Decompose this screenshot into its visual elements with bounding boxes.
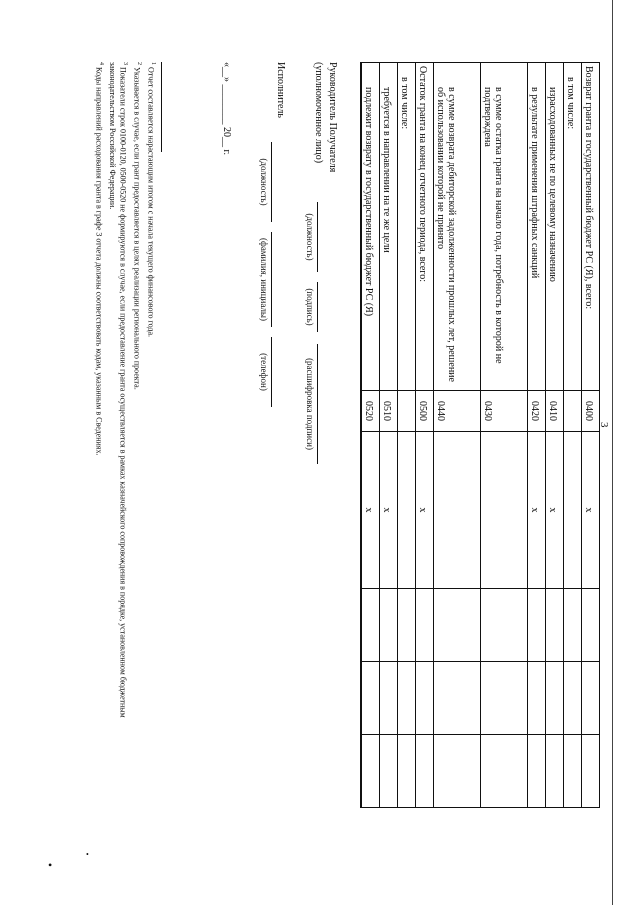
footnote-4: $^4$ Коды направлений расходования гранта в графе 3 отчета должны соответствовать кодам, указанным в Сведениях. <box>94 62 104 456</box>
row-value-cell <box>582 662 600 735</box>
row-value-cell <box>361 589 380 662</box>
row-x-mark: x <box>416 432 434 589</box>
row-value-cell <box>398 662 416 735</box>
row-value-cell <box>380 589 398 662</box>
footnote-2: $^2$ Указывается в случае, если грант предоставляется в целях реализации регионального проекта. <box>132 62 142 390</box>
row-value-cell <box>416 662 434 735</box>
row-value-cell <box>582 589 600 662</box>
row-label: в сумме возврата дебиторской задолженности прошлых лет, решение об использовании которой не принято <box>434 63 481 391</box>
table-row <box>398 63 416 808</box>
row-x-mark: x <box>546 432 564 589</box>
row-value-cell <box>361 735 380 808</box>
row-value-cell <box>380 735 398 808</box>
head-label-1: Руководитель Получателя <box>327 62 338 173</box>
row-x-mark <box>398 432 416 589</box>
row-x-mark: x <box>582 432 600 589</box>
row-value-cell <box>528 735 546 808</box>
position2-line <box>271 142 272 222</box>
row-value-cell <box>434 589 481 662</box>
row-value-cell <box>564 735 582 808</box>
signature-line <box>317 282 318 332</box>
row-value-cell <box>416 735 434 808</box>
row-label: Возврат гранта в государственный бюджет РС (Я), всего: <box>582 63 600 391</box>
row-code <box>398 391 416 432</box>
table-row <box>528 63 546 808</box>
table-row <box>582 63 600 808</box>
row-label: в том числе: <box>564 63 582 391</box>
name-caption: (фамилия, инициалы) <box>259 238 269 321</box>
table-row <box>546 63 564 808</box>
footnote-3: $^3$ Показатели строк 0100-0120, 0500-0520 не формируются в случае, если предоставление гранта осуществляется в рамках казначейского сопровождения в порядке, установленном бюджетным <box>118 62 128 718</box>
row-label: подлежит возврату в государственный бюджет РС (Я) <box>361 63 380 391</box>
row-value-cell <box>528 662 546 735</box>
row-value-cell <box>546 662 564 735</box>
row-value-cell <box>528 589 546 662</box>
head-label-2: (уполномоченное лицо) <box>313 62 324 164</box>
footnote-separator <box>161 62 162 152</box>
row-label: требуется в направлении на те же цели <box>380 63 398 391</box>
row-code: 0410 <box>546 391 564 432</box>
row-value-cell <box>546 735 564 808</box>
row-code <box>564 391 582 432</box>
row-code: 0420 <box>528 391 546 432</box>
row-value-cell <box>361 662 380 735</box>
scan-speck: • <box>48 858 53 872</box>
row-code: 0400 <box>582 391 600 432</box>
row-value-cell <box>481 735 528 808</box>
row-label: в том числе: <box>398 63 416 391</box>
table-row <box>416 63 434 808</box>
row-x-mark <box>434 432 481 589</box>
footnote-3-cont: законодательством Российской Федерации. <box>108 62 117 210</box>
footnote-1: $^1$ Отчет составляется нарастающим итогом с начала текущего финансового года. <box>146 62 156 337</box>
rotated-document <box>20 32 620 872</box>
row-value-cell <box>582 735 600 808</box>
report-table-body <box>361 63 600 808</box>
row-x-mark: x <box>361 432 380 589</box>
decoding-line <box>317 344 318 464</box>
row-value-cell <box>398 589 416 662</box>
scan-edge-line <box>612 0 613 905</box>
row-value-cell <box>564 589 582 662</box>
position2-caption: (должность) <box>259 158 269 206</box>
position-line <box>317 202 318 272</box>
row-code: 0510 <box>380 391 398 432</box>
row-value-cell <box>434 662 481 735</box>
row-value-cell <box>546 589 564 662</box>
row-value-cell <box>564 662 582 735</box>
table-row <box>564 63 582 808</box>
table-row <box>361 63 380 808</box>
executor-label: Исполнитель <box>275 62 286 118</box>
scan-speck-small: • <box>86 850 89 859</box>
row-label: Остаток гранта на конец отчетного периода, всего: <box>416 63 434 391</box>
row-x-mark <box>564 432 582 589</box>
row-value-cell <box>398 735 416 808</box>
phone-caption: (телефон) <box>259 353 269 391</box>
row-x-mark: x <box>528 432 546 589</box>
report-table <box>360 62 600 808</box>
decoding-caption: (расшифровка подписи) <box>305 358 315 450</box>
row-value-cell <box>434 735 481 808</box>
row-label: в результате применения штрафных санкций <box>528 63 546 391</box>
row-code: 0430 <box>481 391 528 432</box>
row-value-cell <box>481 589 528 662</box>
table-row <box>434 63 481 808</box>
table-row <box>380 63 398 808</box>
phone-line <box>271 337 272 407</box>
signature-caption: (подпись) <box>305 288 315 326</box>
row-value-cell <box>481 662 528 735</box>
row-label: в сумме остатка гранта на начало года, потребность в которой не подтверждена <box>481 63 528 391</box>
date-line: «__» ________ 20__ г. <box>221 62 232 155</box>
row-value-cell <box>380 662 398 735</box>
row-x-mark: x <box>380 432 398 589</box>
position-caption: (должность) <box>305 213 315 261</box>
row-x-mark <box>481 432 528 589</box>
name-line <box>271 232 272 327</box>
row-value-cell <box>416 589 434 662</box>
row-code: 0440 <box>434 391 481 432</box>
row-code: 0520 <box>361 391 380 432</box>
row-label: израсходованных не по целевому назначению <box>546 63 564 391</box>
page-number: 3 <box>598 422 610 428</box>
table-row <box>481 63 528 808</box>
row-code: 0500 <box>416 391 434 432</box>
